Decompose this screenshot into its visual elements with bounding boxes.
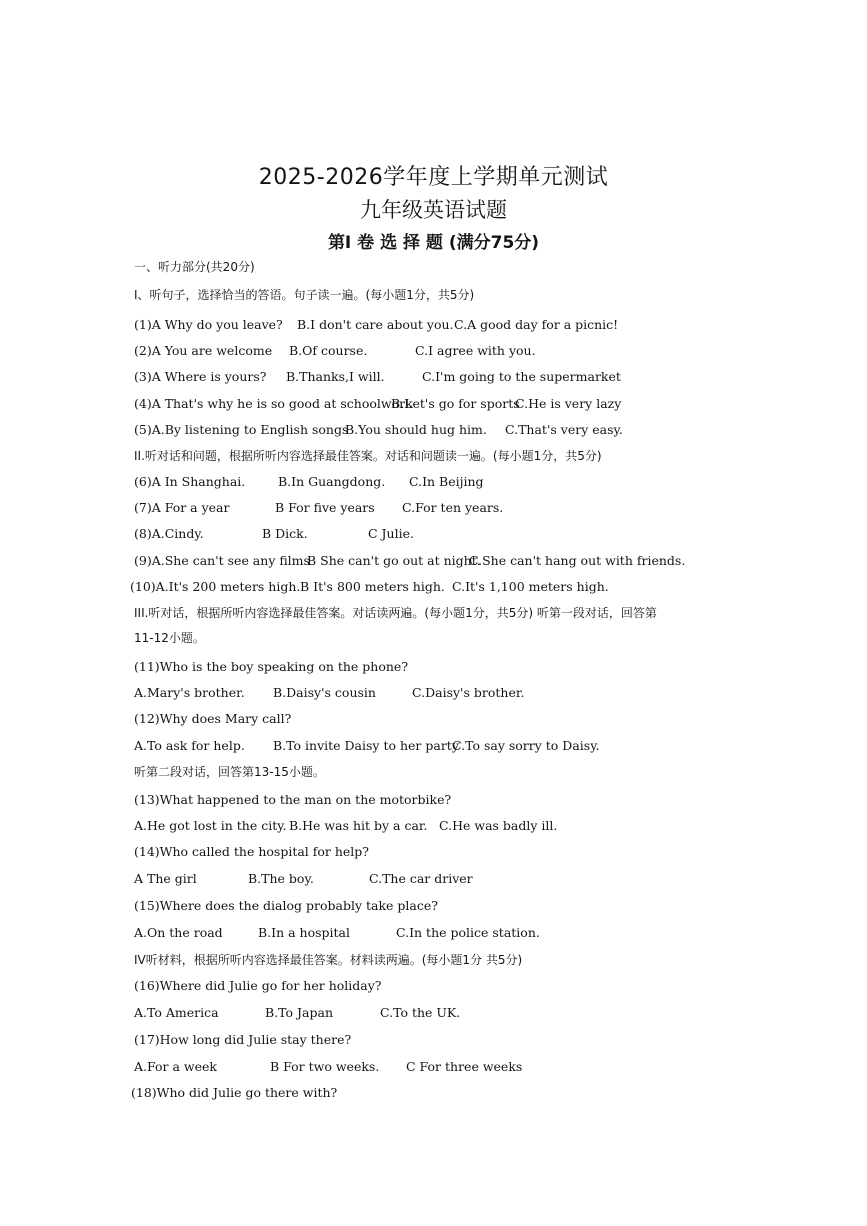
option-b: B.To invite Daisy to her party — [273, 738, 459, 753]
option-b: B.I don't care about you. — [297, 317, 454, 332]
option-a: (6)A In Shanghai. — [134, 474, 246, 489]
option-a: A.On the road — [134, 925, 223, 940]
exam-title-term: 2025-2026学年度上学期单元测试 — [258, 165, 609, 190]
option-b: B.To Japan — [265, 1005, 333, 1020]
option-a: (9)A.She can't see any films — [134, 553, 310, 568]
option-a: (10)A.It's 200 meters high. — [130, 579, 301, 594]
option-a: (4)A That's why he is so good at schoolwork — [134, 396, 413, 411]
option-a: (8)A.Cindy. — [134, 526, 204, 541]
part3-second-dialog-note: 听第二段对话，回答第13-15小题。 — [134, 765, 325, 779]
option-c: C.In Beijing — [409, 474, 484, 489]
option-c: C.A good day for a picnic! — [454, 317, 619, 332]
option-c: C.To the UK. — [380, 1005, 461, 1020]
option-b: B.Let's go for sports — [391, 396, 520, 411]
question-12-stem: (12)Why does Mary call? — [134, 711, 292, 726]
question-15-stem: (15)Where does the dialog probably take place? — [134, 898, 438, 913]
exam-title-section: 第I 卷 选 择 题 (满分75分) — [327, 233, 540, 253]
option-c: C.To say sorry to Daisy. — [452, 738, 600, 753]
option-c: C.It's 1,100 meters high. — [452, 579, 609, 594]
option-a: A.To America — [134, 1005, 219, 1020]
option-b: B For two weeks. — [270, 1059, 380, 1074]
question-16-stem: (16)Where did Julie go for her holiday? — [134, 978, 382, 993]
question-11-stem: (11)Who is the boy speaking on the phone? — [134, 659, 409, 674]
option-c: C Julie. — [368, 526, 414, 541]
option-b: B For five years — [275, 500, 375, 515]
option-b: B.You should hug him. — [345, 422, 487, 437]
option-b: B.The boy. — [248, 871, 314, 886]
part1-instructions: I、听句子，选择恰当的答语。句子读一遍。(每小题1分，共5分) — [134, 288, 475, 302]
option-a: (7)A For a year — [134, 500, 230, 515]
question-14-stem: (14)Who called the hospital for help? — [134, 844, 370, 859]
option-a: (5)A.By listening to English songs — [134, 422, 349, 437]
option-a: A.He got lost in the city. — [134, 818, 287, 833]
option-a: (3)A Where is yours? — [134, 369, 267, 384]
part1-heading: 一、听力部分(共20分) — [134, 260, 255, 274]
option-c: C.In the police station. — [396, 925, 540, 940]
option-c: C.He is very lazy — [515, 396, 622, 411]
option-a: A.For a week — [134, 1059, 217, 1074]
option-b: B.Of course. — [289, 343, 368, 358]
option-b: B.In Guangdong. — [278, 474, 386, 489]
option-c: C.The car driver — [369, 871, 473, 886]
option-b: B.In a hospital — [258, 925, 351, 940]
option-b: B She can't go out at night. — [307, 553, 481, 568]
option-c: C.Daisy's brother. — [412, 685, 525, 700]
option-b: B.Daisy's cousin — [273, 685, 376, 700]
option-a: (2)A You are welcome — [134, 343, 273, 358]
option-b: B It's 800 meters high. — [300, 579, 445, 594]
option-a: A The girl — [134, 871, 197, 886]
option-a: A.Mary's brother. — [134, 685, 245, 700]
part4-instructions: IV听材料，根据所听内容选择最佳答案。材料读两遍。(每小题1分 共5分) — [134, 953, 523, 967]
option-c: C.That's very easy. — [505, 422, 623, 437]
part2-instructions: II.听对话和问题，根据所听内容选择最佳答案。对话和问题读一遍。(每小题1分，共5分) — [134, 449, 602, 463]
option-a: A.To ask for help. — [134, 738, 245, 753]
option-c: C For three weeks — [406, 1059, 523, 1074]
part3-instructions-cont: 11-12小题。 — [134, 631, 205, 645]
part3-instructions: III.听对话，根据所听内容选择最佳答案。对话读两遍。(每小题1分，共5分) 听第一段对话，回答第 — [134, 606, 657, 620]
option-a: (1)A Why do you leave? — [134, 317, 283, 332]
option-c: C.I agree with you. — [415, 343, 536, 358]
option-b: B.He was hit by a car. — [289, 818, 428, 833]
option-c: C.I'm going to the supermarket — [422, 369, 621, 384]
question-18-stem: (18)Who did Julie go there with? — [131, 1085, 338, 1100]
option-c: C.For ten years. — [402, 500, 504, 515]
question-13-stem: (13)What happened to the man on the motorbike? — [134, 792, 452, 807]
question-17-stem: (17)How long did Julie stay there? — [134, 1032, 352, 1047]
option-c: C.He was badly ill. — [439, 818, 558, 833]
option-c: C.She can't hang out with friends. — [469, 553, 686, 568]
exam-title-subject: 九年级英语试题 — [360, 198, 507, 222]
option-b: B.Thanks,I will. — [286, 369, 385, 384]
option-b: B Dick. — [262, 526, 308, 541]
